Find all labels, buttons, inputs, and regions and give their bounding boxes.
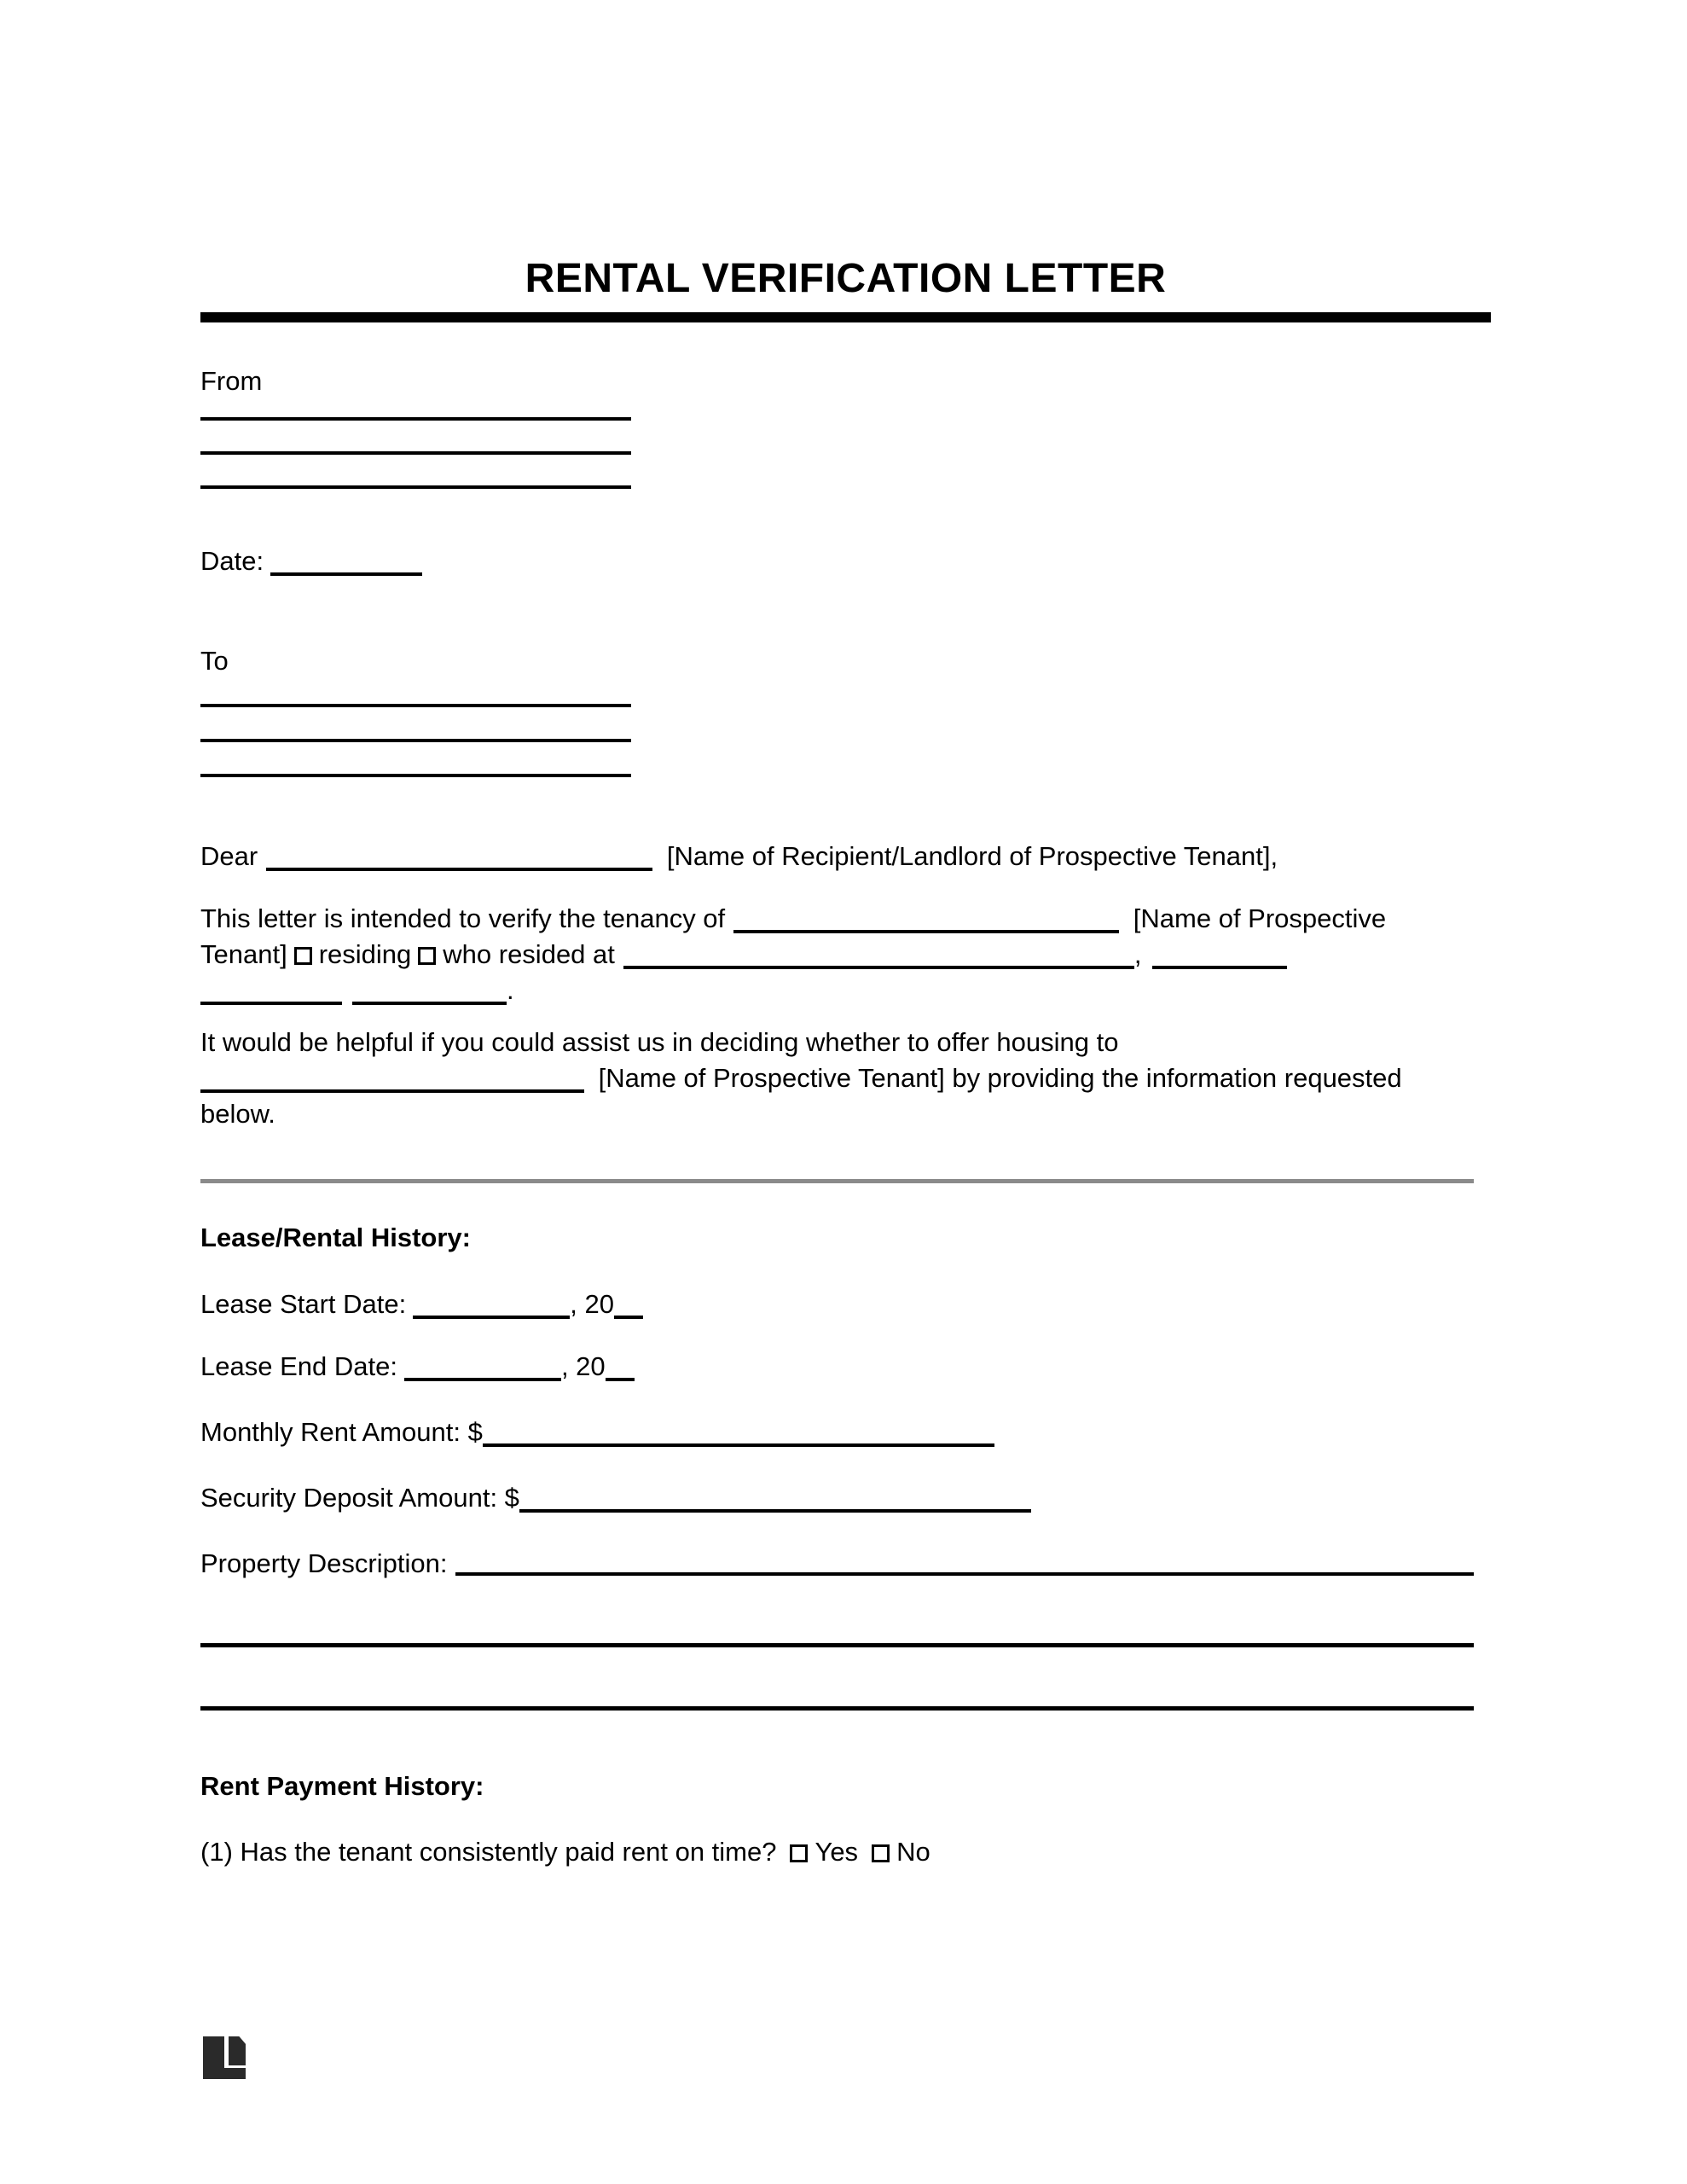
- property-description-blank: [455, 1546, 1474, 1576]
- tenant-bracket-text: Tenant]: [200, 939, 287, 969]
- state-blank-field: [200, 1002, 342, 1005]
- question-1-text: (1) Has the tenant consistently paid rent on time?: [200, 1837, 777, 1867]
- zip-blank-field: [352, 1002, 507, 1005]
- date-row: [200, 543, 1491, 579]
- tenancy-paragraph: [200, 901, 1491, 1008]
- recipient-placeholder-note: [Name of Recipient/Landlord of Prospective Tenant],: [666, 841, 1278, 871]
- lease-history-heading: Lease/Rental History:: [200, 1223, 471, 1252]
- tenancy-line-2: [200, 937, 1491, 973]
- recipient-name-blank: [266, 868, 652, 871]
- security-deposit-blank: [519, 1509, 1031, 1513]
- from-blank-line-2: [200, 451, 631, 455]
- tenant-name-blank-2: [200, 1089, 584, 1093]
- who-resided-checkbox-icon: [418, 947, 436, 965]
- salutation-row: [200, 839, 1491, 874]
- property-description-line-2: [200, 1643, 1474, 1647]
- lease-start-year-blank: [614, 1316, 643, 1319]
- lease-start-label: Lease Start Date:: [200, 1289, 407, 1319]
- date-blank-field: [270, 572, 422, 576]
- lease-start-year-prefix: , 20: [570, 1289, 614, 1319]
- lease-start-date-blank: [413, 1316, 570, 1319]
- address-blank-field: [623, 966, 1134, 969]
- sentence-period: .: [507, 975, 514, 1005]
- lease-end-year-prefix: , 20: [560, 1351, 606, 1381]
- security-deposit-label: Security Deposit Amount: $: [200, 1483, 519, 1513]
- rent-history-heading: Rent Payment History:: [200, 1771, 484, 1801]
- yes-label: Yes: [815, 1837, 859, 1867]
- assist-line-1: It would be helpful if you could assist us in deciding whether to offer housing to: [200, 1027, 1119, 1057]
- security-deposit-row: [200, 1480, 1491, 1516]
- from-blank-line-1: [200, 417, 631, 421]
- residing-label: residing: [318, 939, 412, 969]
- to-blank-line-3: [200, 774, 631, 777]
- page-title: RENTAL VERIFICATION LETTER: [525, 256, 1167, 301]
- property-description-line-3: [200, 1706, 1474, 1711]
- lease-end-label: Lease End Date:: [200, 1351, 397, 1381]
- prospective-tenant-name-blank: [733, 930, 1119, 933]
- city-blank-field: [1152, 966, 1287, 969]
- from-blank-line-3: [200, 485, 631, 489]
- address-comma: ,: [1133, 939, 1142, 969]
- from-label: From: [200, 366, 263, 396]
- tenant-placeholder-note: [Name of Prospective: [1133, 903, 1387, 933]
- monthly-rent-blank: [483, 1443, 994, 1447]
- tenancy-line-3: [200, 973, 1491, 1008]
- dear-label: Dear: [200, 841, 258, 871]
- assist-line2-text: [Name of Prospective Tenant] by providing the information requested: [598, 1063, 1402, 1093]
- monthly-rent-row: [200, 1414, 1491, 1450]
- legaltemplates-logo: [203, 2036, 246, 2079]
- assist-line-3: below.: [200, 1099, 275, 1129]
- date-label: Date:: [200, 546, 264, 576]
- lease-end-date-blank: [404, 1378, 561, 1381]
- section-divider: [200, 1179, 1474, 1183]
- lease-end-year-blank: [606, 1378, 635, 1381]
- logo-bottom-bar-icon: [203, 2068, 246, 2079]
- logo-document-icon: [229, 2036, 246, 2065]
- property-description-label: Property Description:: [200, 1548, 448, 1578]
- tenancy-line1-text: This letter is intended to verify the tenancy of: [200, 903, 726, 933]
- to-label: To: [200, 646, 229, 676]
- no-label: No: [896, 1837, 930, 1867]
- property-description-row: [200, 1546, 1474, 1582]
- to-blank-line-2: [200, 739, 631, 742]
- lease-start-row: [200, 1287, 1491, 1322]
- monthly-rent-label: Monthly Rent Amount: $: [200, 1417, 483, 1447]
- to-blank-line-1: [200, 704, 631, 707]
- assist-paragraph: [200, 1025, 1491, 1132]
- title-rule: [200, 312, 1491, 322]
- residing-checkbox-icon: [294, 947, 312, 965]
- no-checkbox-icon: [872, 1844, 890, 1862]
- question-1-row: [200, 1834, 1491, 1870]
- assist-line-2: [200, 1060, 1491, 1096]
- tenancy-line-1: [200, 901, 1491, 937]
- yes-checkbox-icon: [790, 1844, 808, 1862]
- lease-end-row: [200, 1349, 1491, 1385]
- who-resided-label: who resided at: [443, 939, 615, 969]
